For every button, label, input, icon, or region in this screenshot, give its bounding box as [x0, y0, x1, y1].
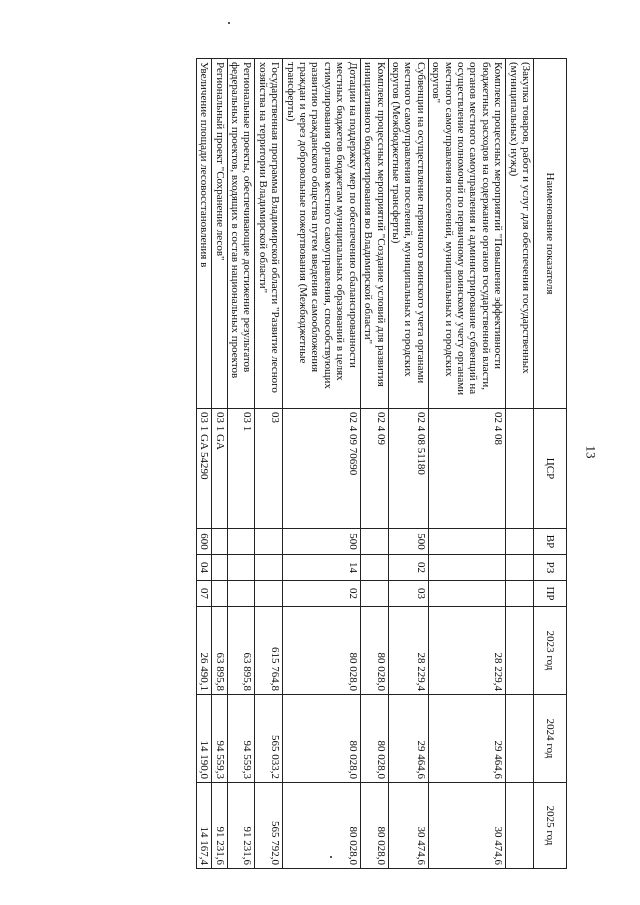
row-rz: 02: [388, 555, 428, 581]
row-2025: 80 028,0: [360, 783, 388, 869]
row-csr: [506, 409, 534, 529]
row-pr: 03: [388, 581, 428, 607]
row-2024: 565 033,2: [255, 695, 283, 783]
row-rz: [227, 555, 255, 581]
row-2024: 80 028,0: [283, 695, 360, 783]
header-csr: ЦСР: [534, 409, 567, 529]
row-name: Увеличение площади лесовосстановления в: [196, 59, 211, 409]
row-2025: 91 231,6: [212, 783, 227, 869]
row-2023: 26 490,1: [196, 607, 211, 695]
row-csr: 02 4 08: [428, 409, 505, 529]
row-2023: 80 028,0: [283, 607, 360, 695]
row-2025: [506, 783, 534, 869]
row-rz: [360, 555, 388, 581]
scan-speck: [228, 22, 230, 24]
row-pr: [360, 581, 388, 607]
row-vr: [428, 529, 505, 555]
row-2025: 91 231,6: [227, 783, 255, 869]
row-vr: 500: [388, 529, 428, 555]
row-vr: 600: [196, 529, 211, 555]
row-2025: 30 474,6: [388, 783, 428, 869]
row-vr: [212, 529, 227, 555]
row-2023: 615 764,8: [255, 607, 283, 695]
row-rz: [255, 555, 283, 581]
row-vr: [255, 529, 283, 555]
row-pr: [506, 581, 534, 607]
row-rz: [428, 555, 505, 581]
table-row: [283, 59, 360, 869]
budget-table-rotated: [19, 58, 567, 868]
header-2025: 2025 год: [534, 783, 567, 869]
row-name: Комплекс процессных мероприятий "Создание условий для развития инициативного бюджетирования во Владимирской области": [360, 59, 388, 409]
row-csr: 03 1: [227, 409, 255, 529]
row-2023: 63 895,8: [227, 607, 255, 695]
row-csr: 02 4 09 70690: [283, 409, 360, 529]
row-2024: 29 464,6: [428, 695, 505, 783]
table-row: [428, 59, 505, 869]
row-2024: 29 464,6: [388, 695, 428, 783]
row-pr: [212, 581, 227, 607]
row-name: Региональный проект "Сохранение лесов": [212, 59, 227, 409]
header-pr: ПР: [534, 581, 567, 607]
row-vr: [227, 529, 255, 555]
header-2023: 2023 год: [534, 607, 567, 695]
row-csr: 03: [255, 409, 283, 529]
table-row: [196, 59, 211, 869]
row-2024: 14 190,0: [196, 695, 211, 783]
table-row: [506, 59, 534, 869]
row-pr: 07: [196, 581, 211, 607]
page-number: 13: [583, 445, 599, 459]
row-pr: [428, 581, 505, 607]
row-2023: 28 229,4: [388, 607, 428, 695]
row-2025: 565 792,0: [255, 783, 283, 869]
row-csr: 03 1 GA: [212, 409, 227, 529]
row-2023: 63 895,8: [212, 607, 227, 695]
row-vr: [360, 529, 388, 555]
row-2025: 30 474,6: [428, 783, 505, 869]
row-2024: 80 028,0: [360, 695, 388, 783]
row-pr: 02: [283, 581, 360, 607]
row-vr: 500: [283, 529, 360, 555]
row-csr: 02 4 08 51180: [388, 409, 428, 529]
row-csr: 02 4 09: [360, 409, 388, 529]
header-name: Наименование показателя: [534, 59, 567, 409]
table-row: [212, 59, 227, 869]
header-2024: 2024 год: [534, 695, 567, 783]
row-name: Региональные проекты, обеспечивающие достижение результатов федеральных проектов, входящих в состав национальных проектов: [227, 59, 255, 409]
table-row: [360, 59, 388, 869]
row-name: Субвенции на осуществление первичного воинского учета органами местного самоуправления поселений, муниципальных и городских округов (Межбюджетные трансферты): [388, 59, 428, 409]
header-rz: РЗ: [534, 555, 567, 581]
row-name: Дотации на поддержку мер по обеспечению сбалансированности местных бюджетов бюджетам муниципальных образований в целях стимулирования органов местного самоуправления, способствующих развитию гражданского общества путем введения самообложения граждан и через добровольные пожертвования (Межбюджетные трансферты): [283, 59, 360, 409]
row-2024: [506, 695, 534, 783]
row-name: Государственная программа Владимирской области "Развитие лесного хозяйства на территории Владимирской области": [255, 59, 283, 409]
table-row: [388, 59, 428, 869]
table-header: [534, 59, 567, 869]
row-2023: 28 229,4: [428, 607, 505, 695]
row-2025: 14 167,4: [196, 783, 211, 869]
row-rz: [212, 555, 227, 581]
row-rz: 14: [283, 555, 360, 581]
row-2023: 80 028,0: [360, 607, 388, 695]
table-row: [255, 59, 283, 869]
row-name: Комплекс процессных мероприятий "Повышение эффективности бюджетных расходов на содержание органов государственной власти, органов местного самоуправления и администрирование субвенций на осуществление полномочий по первичному воинскому учету органами местного самоуправления поселений, муниципальных и городских округов": [428, 59, 505, 409]
table-body: [196, 59, 533, 869]
row-vr: [506, 529, 534, 555]
row-name: (Закупка товаров, работ и услуг для обеспечения государственных (муниципальных) нужд): [506, 59, 534, 409]
row-2023: [506, 607, 534, 695]
row-2024: 94 559,3: [212, 695, 227, 783]
budget-table: [196, 58, 567, 869]
row-pr: [227, 581, 255, 607]
row-rz: [506, 555, 534, 581]
header-vr: ВР: [534, 529, 567, 555]
table-row: [227, 59, 255, 869]
row-2025: 80 028,0: [283, 783, 360, 869]
row-pr: [255, 581, 283, 607]
row-2024: 94 559,3: [227, 695, 255, 783]
row-csr: 03 1 GA 54290: [196, 409, 211, 529]
row-rz: 04: [196, 555, 211, 581]
header-row: [534, 59, 567, 869]
